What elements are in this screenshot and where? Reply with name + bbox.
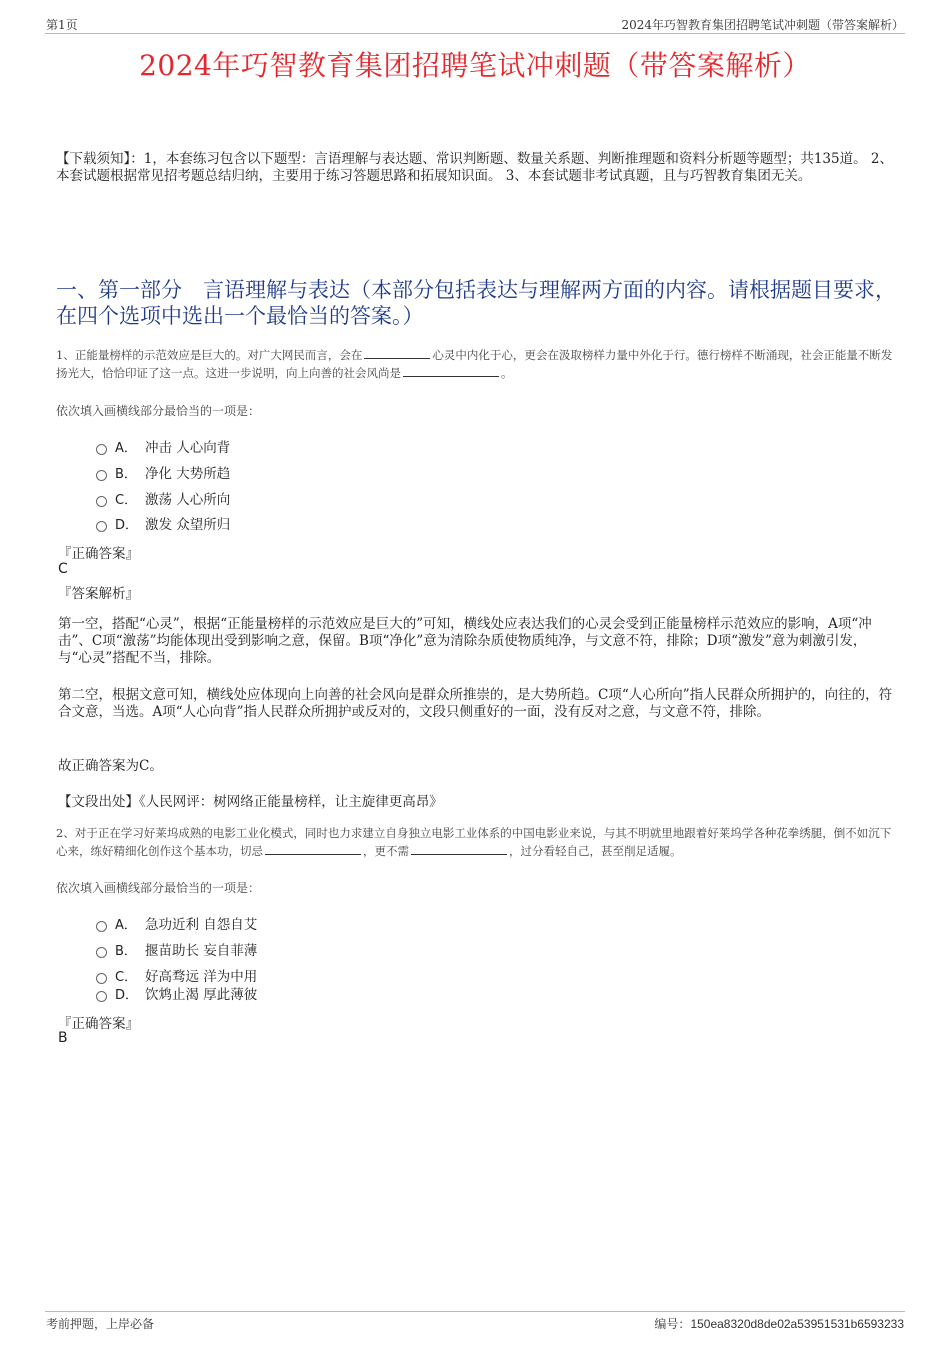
question-1-text-part-a: 1、正能量榜样的示范效应是巨大的。对广大网民而言，会在 [56,348,363,362]
footer-slogan: 考前押题，上岸必备 [46,1317,155,1331]
radio-icon[interactable] [96,921,107,932]
page-number: 第1页 [46,18,78,32]
download-notice: 【下载须知】：1，本套练习包含以下题型：言语理解与表达题、常识判断题、数量关系题、判断推理题和资料分析题等题型；共135道。 2、本套试题根据常见招考题总结归纳，主要用于练习答题思路和拓展知识面。 3、本套试题非考试真题，且与巧智教育集团无关。 [56,151,893,184]
question-1-text [56,346,902,382]
analysis-conclusion: 故正确答案为C。 [58,758,163,774]
blank-2 [403,365,499,377]
question-2-text-part-b: ，更不需 [363,844,409,858]
footer-code-label: 编号： [654,1317,691,1331]
question-2-option-b[interactable]: B． 揠苗助长 妄自菲薄 [96,939,257,959]
header-doc-title: 2024年巧智教育集团招聘笔试冲刺题（带答案解析） [621,18,904,32]
blank-1 [265,843,361,855]
analysis-label-1: 『答案解析』 [58,586,139,602]
blank-2 [411,843,507,855]
radio-icon[interactable] [96,973,107,984]
question-2-option-a[interactable]: A． 急功近利 自怨自艾 [96,913,257,933]
question-1-option-c[interactable]: C． 激荡 人心所向 [96,488,230,508]
header-divider [45,33,905,34]
question-2-prompt: 依次填入画横线部分最恰当的一项是： [56,881,261,895]
answer-2: B [58,1030,68,1046]
footer-divider [45,1311,905,1312]
section-heading: 一、第一部分 言语理解与表达（本部分包括表达与理解两方面的内容。请根据题目要求，在四个选项中选出一个最恰当的答案。） [56,278,896,328]
analysis-paragraph-2: 第二空，根据文意可知，横线处应体现向上向善的社会风向是群众所推崇的，是大势所趋。C项“人心所向”指人民群众所拥护的，向往的，符合文意，当选。A项“人心向背”指人民群众所拥护或反对的，文段只侧重好的一面，没有反对之意，与文意不符，排除。 [58,687,893,720]
question-2-option-c[interactable]: C． 好高骛远 洋为中用 [96,965,257,985]
footer-code [654,1315,904,1332]
radio-icon[interactable] [96,444,107,455]
question-1-text-part-b: 心灵中内化于心，更会在汲取榜样力量中外化于行。德行榜样不断涌现，社会正能量不断发扬光大，恰恰印证了这一点。这进一步说明，向上向善的社会风尚是 [56,348,893,380]
footer-code-value: 150ea8320d8de02a53951531b6593233 [690,1317,904,1331]
answer-label-2: 『正确答案』 [58,1016,139,1032]
question-1-option-d[interactable]: D． 激发 众望所归 [96,513,230,533]
radio-icon[interactable] [96,947,107,958]
question-2-option-d[interactable]: D． 饮鸩止渴 厚此薄彼 [96,983,257,1003]
blank-1 [364,347,430,359]
question-1-prompt: 依次填入画横线部分最恰当的一项是： [56,404,261,418]
question-1-option-a[interactable]: A． 冲击 人心向背 [96,436,230,456]
question-2-text-part-c: ，过分看轻自己，甚至削足适履。 [509,844,682,858]
radio-icon[interactable] [96,521,107,532]
question-1-text-part-c: 。 [501,366,513,380]
radio-icon[interactable] [96,496,107,507]
question-2-text [56,824,902,860]
passage-source: 【文段出处】《人民网评：树网络正能量榜样，让主旋律更高昂》 [58,794,443,810]
answer-label-1: 『正确答案』 [58,546,139,562]
page-title: 2024年巧智教育集团招聘笔试冲刺题（带答案解析） [139,49,811,82]
question-1-option-b[interactable]: B． 净化 大势所趋 [96,462,230,482]
question-2-text-part-a: 2、对于正在学习好莱坞成熟的电影工业化模式，同时也力求建立自身独立电影工业体系的中国电影业来说，与其不明就里地跟着好莱坞学各种花拳绣腿，倒不如沉下心来，练好精细化创作这个基本功，切忌 [56,826,892,858]
answer-1: C [58,561,68,577]
radio-icon[interactable] [96,470,107,481]
analysis-paragraph-1: 第一空，搭配“心灵”，根据“正能量榜样的示范效应是巨大的”可知，横线处应表达我们的心灵会受到正能量榜样示范效应的影响，A项“冲击”、C项“激荡”均能体现出受到影响之意，保留。B项“净化”意为清除杂质使物质纯净，与文意不符，排除；D项“激发”意为刺激引发，与“心灵”搭配不当，排除。 [58,616,872,666]
radio-icon[interactable] [96,991,107,1002]
